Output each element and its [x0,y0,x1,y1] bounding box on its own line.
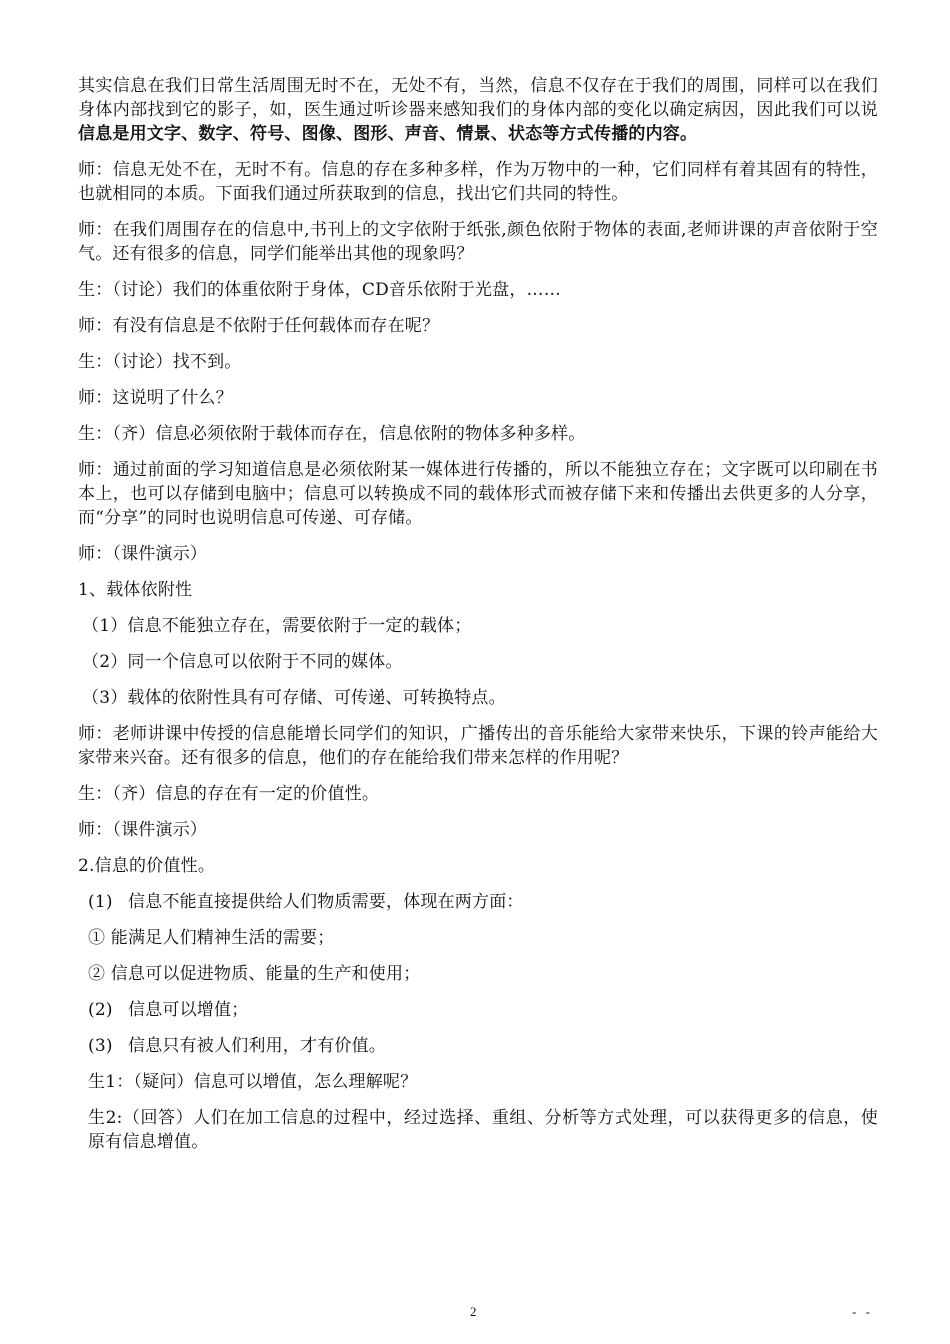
paragraph-intro-bold: 信息是用文字、数字、符号、图像、图形、声音、情景、状态等方式传播的内容。 [78,124,698,144]
list-number: (3) [88,1036,113,1056]
page-number: 2 [470,1304,477,1319]
paragraph-student-4: 生：（齐）信息的存在有一定的价值性。 [78,784,380,804]
heading-carrier-dependency: 1、载体依附性 [78,580,193,600]
paragraph-teacher-3: 师：有没有信息是不依附于任何载体而存在呢？ [78,316,440,336]
list-item-value-3 [78,1034,878,1058]
paragraph-teacher-6: 师：（课件演示） [78,544,208,564]
paragraph-teacher-7: 师：老师讲课中传授的信息能增长同学们的知识，广播传出的音乐能给大家带来快乐，下课的铃声能给大家带来兴奋。还有很多的信息，他们的存在能给我们带来怎样的作用呢？ [78,724,878,768]
list-number: (1) [88,892,113,912]
heading-value: 2.信息的价值性。 [78,856,216,876]
paragraph-teacher-2: 师：在我们周围存在的信息中,书刊上的文字依附于纸张,颜色依附于物体的表面,老师讲课的声音依附于空气。还有很多的信息，同学们能举出其他的现象吗？ [78,220,878,264]
list-text: 信息不能直接提供给人们物质需要，体现在两方面： [128,892,524,912]
footer-mark: - - [852,1304,873,1319]
list-item-carrier-2: （2）同一个信息可以依附于不同的媒体。 [82,652,403,672]
list-number: (2) [88,1000,113,1020]
paragraph-student-3: 生：（齐）信息必须依附于载体而存在，信息依附的物体多种多样。 [78,424,586,444]
sub-item-value-1: ① 能满足人们精神生活的需要； [88,928,335,948]
list-item-carrier-3: （3）载体的依附性具有可存储、可传递、可转换特点。 [82,688,506,708]
list-text: 信息可以增值； [128,1000,249,1020]
sub-item-value-2: ② 信息可以促进物质、能量的生产和使用； [88,964,421,984]
paragraph-student-question: 生1：（疑问）信息可以增值，怎么理解呢？ [88,1072,418,1092]
paragraph-intro [78,74,878,146]
paragraph-intro-text: 其实信息在我们日常生活周围无时不在，无处不有，当然，信息不仅存在于我们的周围，同样可以在我们身体内部找到它的影子，如，医生通过听诊器来感知我们的身体内部的变化以确定病因，因此我们可以说 [78,76,878,120]
paragraph-student-2: 生：（讨论）找不到。 [78,352,242,372]
list-item-value-1 [78,890,878,914]
paragraph-teacher-4: 师：这说明了什么？ [78,388,233,408]
paragraph-teacher-5: 师：通过前面的学习知道信息是必须依附某一媒体进行传播的，所以不能独立存在；文字既可以印刷在书本上，也可以存储到电脑中；信息可以转换成不同的载体形式而被存储下来和传播出去供更多的人分享，而“分享”的同时也说明信息可传递、可存储。 [78,460,878,528]
list-item-value-2 [78,998,878,1022]
paragraph-student-1: 生：（讨论）我们的体重依附于身体，CD音乐依附于光盘，…… [78,280,561,300]
paragraph-teacher-1: 师：信息无处不在，无时不有。信息的存在多种多样，作为万物中的一种，它们同样有着其固有的特性，也就相同的本质。下面我们通过所获取到的信息，找出它们共同的特性。 [78,160,878,204]
document-page [78,74,878,1166]
list-text: 信息只有被人们利用，才有价值。 [128,1036,386,1056]
paragraph-teacher-8: 师：（课件演示） [78,820,208,840]
list-item-carrier-1: （1）信息不能独立存在，需要依附于一定的载体； [82,616,472,636]
paragraph-student-answer: 生2:（回答）人们在加工信息的过程中，经过选择、重组、分析等方式处理，可以获得更多的信息，使原有信息增值。 [88,1108,878,1152]
